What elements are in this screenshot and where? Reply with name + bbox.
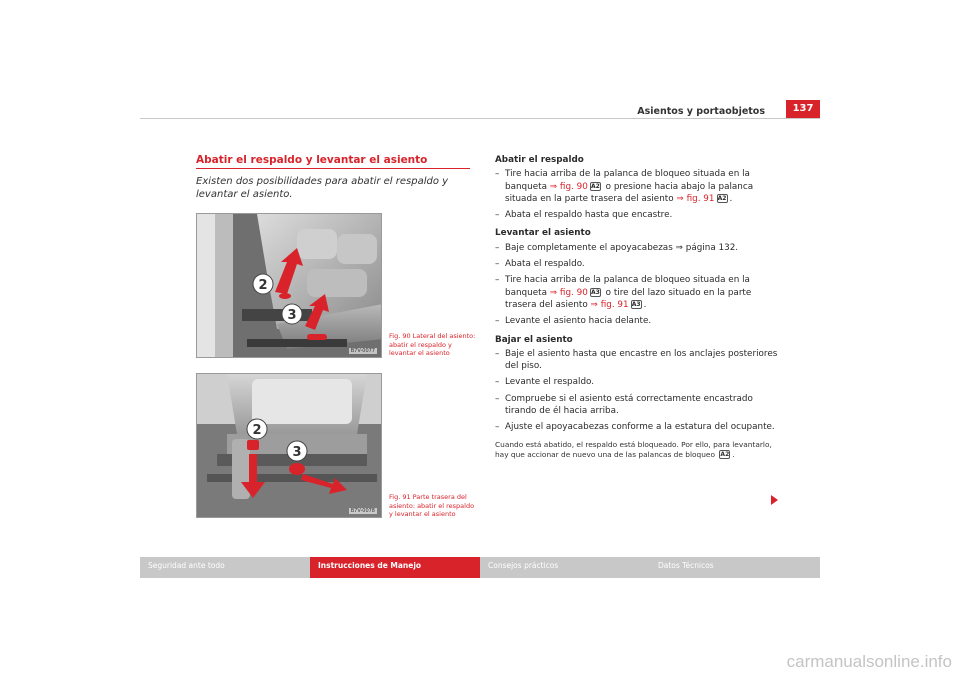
step-levantar-4: – Levante el asiento hacia delante. [495,316,652,327]
step-levantar-2: – Abata el respaldo. [495,259,585,270]
footer-tab-datos[interactable]: Datos Técnicos [650,557,820,578]
step-levantar-3: – Tire hacia arriba de la palanca de bloqueo situada en la banqueta ⇒ fig. 90 A3 o tire del lazo situado en la parte trasera del asiento ⇒ fig. 91 A3 . [495,275,752,310]
figure-90-caption: Fig. 90 Lateral del asiento: abatir el respaldo y levantar el asiento [389,332,476,357]
instructions-column [495,154,785,460]
figure-90-seat-side [196,213,382,358]
step-bajar-3: – Compruebe si el asiento está correctamente encastrado tirando de él hacia arriba. [495,393,753,417]
figure-91-seat-rear [196,373,382,518]
step-bajar-1: – Baje el asiento hasta que encastre en los anclajes posteriores del piso. [495,348,778,372]
page-number: 137 [786,100,820,118]
step-abatir-1: – Tire hacia arriba de la palanca de bloqueo situada en la banqueta ⇒ fig. 90 A2 o presione hacia abajo la palanca situada en la parte trasera del asiento ⇒ fig. 91 A2 . [495,169,754,204]
link-fig-90[interactable]: ⇒ fig. 90 [549,181,588,192]
link-fig-91[interactable]: ⇒ fig. 91 [676,193,715,204]
link-fig-90[interactable]: ⇒ fig. 90 [549,287,588,298]
step-bajar-2: – Levante el respaldo. [495,377,595,388]
footer-tab-seguridad[interactable]: Seguridad ante todo [140,557,310,578]
continue-arrow-icon [771,495,778,505]
footer-tab-consejos[interactable]: Consejos prácticos [480,557,650,578]
figure-91-callout-3: 3 [292,445,302,460]
figure-91-caption: Fig. 91 Parte trasera del asiento: abatir el respaldo y levantar el asiento [389,493,475,518]
link-fig-91[interactable]: ⇒ fig. 91 [590,299,629,310]
heading-levantar: Levantar el asiento [495,228,591,239]
heading-bajar: Bajar el asiento [495,334,573,345]
figure-90-callout-2: 2 [258,278,268,293]
note-text: Cuando está abatido, el respaldo está bloqueado. Por ello, para levantarlo, hay que accionar de nuevo una de las palancas de bloqueo A2 . [495,439,772,459]
section-intro: Existen dos posibilidades para abatir el respaldo y levantar el asiento. [196,176,449,200]
callout-badge: A2 [590,182,600,190]
callout-badge: A2 [720,450,730,458]
figure-90-code: B7V-0077 [350,348,375,354]
section-rule [196,168,470,169]
section-title: Abatir el respaldo y levantar el asiento [196,154,428,166]
figure-91-callout-2: 2 [252,423,262,438]
callout-badge: A3 [631,300,641,308]
header-rule [140,118,820,119]
step-bajar-4: – Ajuste el apoyacabezas conforme a la estatura del ocupante. [495,422,775,433]
step-abatir-2: – Abata el respaldo hasta que encastre. [495,210,673,221]
step-levantar-1: – Baje completamente el apoyacabezas ⇒ página 132. [495,242,739,253]
heading-abatir: Abatir el respaldo [495,155,584,165]
callout-badge: A2 [717,194,727,202]
watermark: carmanualsonline.info [786,652,952,671]
running-header-title: Asientos y portaobjetos [637,106,765,117]
callout-badge: A3 [590,288,600,296]
figure-90-callout-3: 3 [287,308,297,323]
figure-91-code: B7V-0078 [350,508,375,514]
footer-tab-instrucciones[interactable]: Instrucciones de Manejo [310,557,480,578]
